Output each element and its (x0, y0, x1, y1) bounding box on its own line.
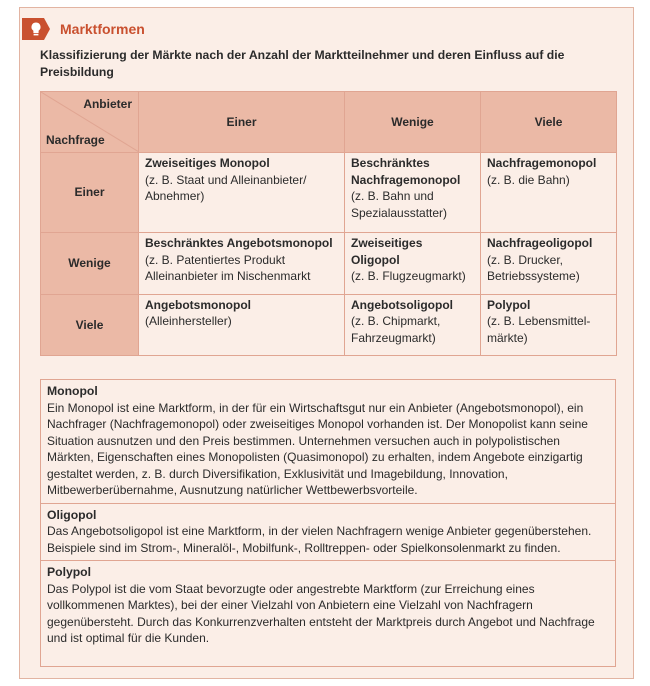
corner-label-anbieter: Anbieter (83, 97, 132, 111)
definition-title: Monopol (47, 384, 98, 398)
cell-title: Angebotsoligopol (351, 297, 453, 312)
cell-example: (z. B. Staat und Alleinanbieter/ Abnehmer) (145, 172, 307, 203)
table-cell (139, 294, 345, 355)
table-row (41, 294, 617, 355)
cell-example: (z. B. Chipmarkt, Fahrzeugmarkt) (351, 314, 441, 345)
market-forms-table (40, 91, 617, 356)
table-cell (139, 153, 345, 233)
column-header: Viele (481, 92, 617, 153)
cell-title: Angebotsmonopol (145, 297, 251, 312)
table-corner (41, 92, 139, 153)
definition-oligopol (41, 504, 615, 562)
definition-polypol (41, 561, 615, 651)
table-caption: Klassifizierung der Märkte nach der Anzahl der Marktteilnehmer und deren Einfluss auf die Preisbildung (40, 48, 565, 79)
table-cell (139, 233, 345, 294)
cell-example: (z. B. Bahn und Spezialausstatter) (351, 189, 448, 220)
table-row (41, 233, 617, 294)
cell-example: (Alleinhersteller) (145, 314, 232, 329)
definition-title: Oligopol (47, 507, 97, 522)
row-header: Viele (41, 294, 139, 355)
cell-example: (z. B. Patentiertes Produkt Alleinanbieter im Nischenmarkt (145, 252, 311, 284)
table-cell (481, 153, 617, 233)
cell-example: (z. B. die Bahn) (487, 172, 570, 187)
definition-text: Das Polypol ist die vom Staat bevorzugte oder angestrebte Marktform (zur Erreichung eines vollkommenen Marktes), bei der einer Vielzahl von Anbietern eine Vielzahl von Nachfragern gegenübersteht. Durch das Konkurrenzverhalten entsteht der Marktpreis durch Angebot und Nachfrage und ist optimal für die Kunden. (47, 581, 595, 645)
table-cell (345, 153, 481, 233)
table-header-row (41, 92, 617, 153)
definition-text: Das Angebotsoligopol ist eine Marktform, in der vielen Nachfragern wenige Anbieter gegenüberstehen. Beispiele sind im Strom-, Mineralöl-, Mobilfunk-, Rolltreppen- oder Spielkonsolenmarkt zu finden. (47, 524, 592, 555)
cell-example: (z. B. Drucker, Betriebssysteme) (487, 252, 580, 284)
row-header: Wenige (41, 233, 139, 294)
definition-monopol (41, 380, 615, 504)
cell-title: Zweiseitiges Oligopol (351, 236, 423, 267)
row-header: Einer (41, 153, 139, 233)
cell-title: Zweiseitiges Monopol (145, 156, 270, 170)
table-cell (481, 294, 617, 355)
column-header: Wenige (345, 92, 481, 153)
definition-text: Ein Monopol ist eine Marktform, in der für ein Wirtschaftsgut nur ein Anbieter (Angebotsmonopol), ein Nachfrager (Nachfragemonopol) oder zweiseitiges Monopol vorhanden ist. Der Monopolist kann seine Situation ausnutzen und den Preis bestimmen. Unternehmen versuchen auch in polypolistischen Märkten, Eigenschaften eines Monopolisten (Quasimonopol) zu erhalten, indem Angebote einzigartig gestaltet werden, z. B. durch Diversifikation, Exklusivität und Imagebildung, Innovation, Mitbewerberübernahme, Ausnutzung natürlicher Wettbewerbsvorteile. (47, 400, 588, 497)
section-heading: Marktformen (60, 21, 145, 37)
table-row (41, 153, 617, 233)
cell-title: Polypol (487, 297, 531, 312)
table-cell (345, 233, 481, 294)
definitions-box (40, 379, 616, 667)
table-cell (345, 294, 481, 355)
column-header: Einer (139, 92, 345, 153)
cell-example: (z. B. Lebensmittelmärkte) (487, 314, 591, 345)
table-cell (481, 233, 617, 294)
bulb-icon (22, 18, 50, 40)
definition-title: Polypol (47, 565, 92, 579)
cell-title: Beschränktes Nachfragemonopol (351, 156, 461, 187)
cell-title: Nachfrageoligopol (487, 236, 593, 251)
corner-label-nachfrage: Nachfrage (46, 132, 105, 147)
cell-title: Beschränktes Angebotsmonopol (145, 236, 333, 251)
cell-title: Nachfragemonopol (487, 156, 597, 170)
cell-example: (z. B. Flugzeugmarkt) (351, 269, 466, 284)
